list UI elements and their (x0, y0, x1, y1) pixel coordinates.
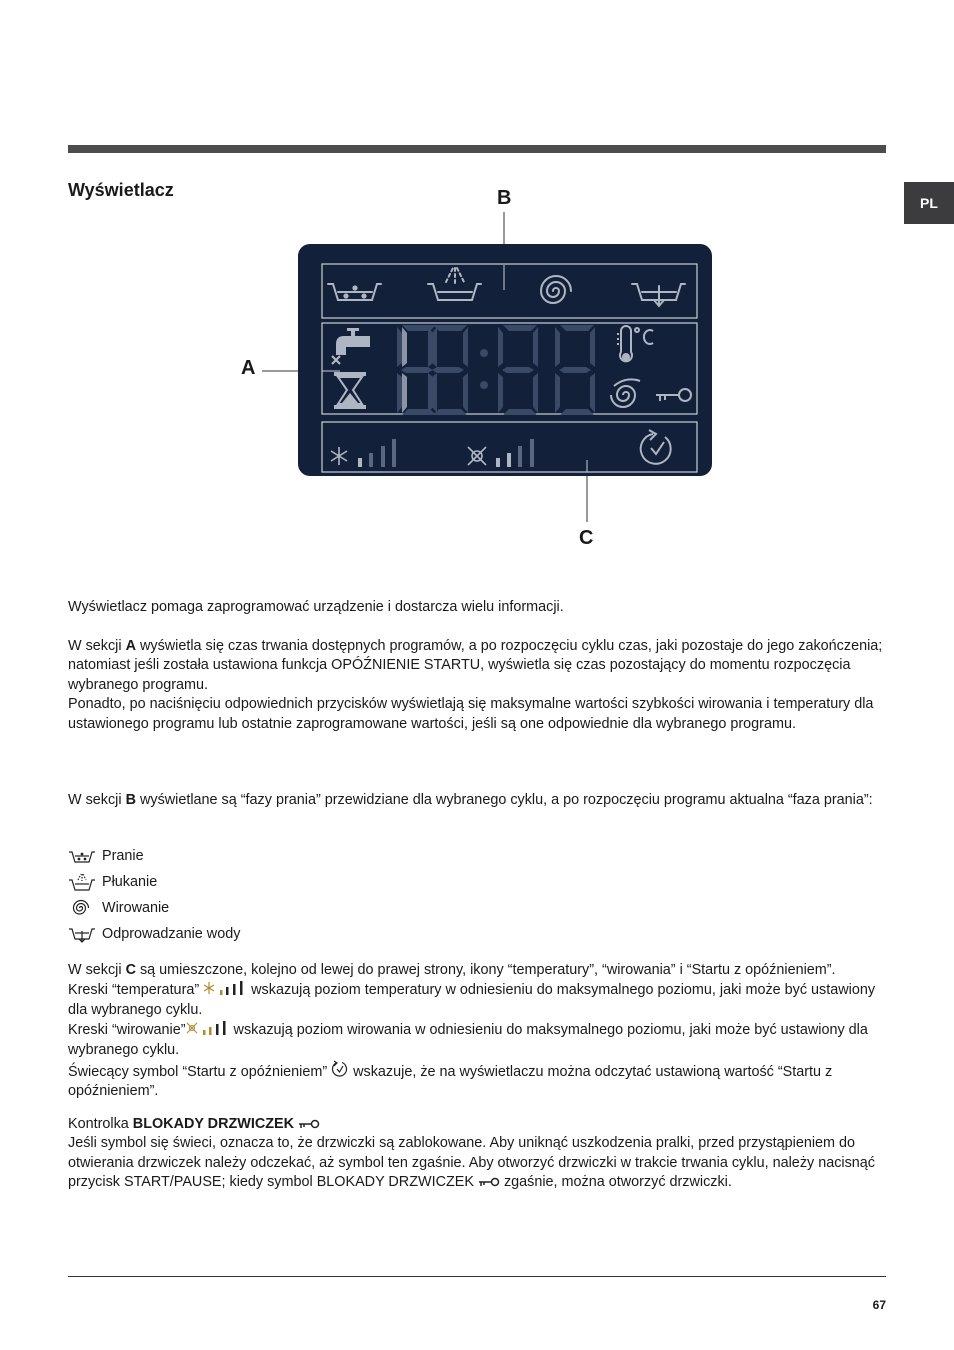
section-c-paragraph: W sekcji C są umieszczone, kolejno od lewej do prawej strony, ikony “temperatury”, “wirowania” i “Startu z opóźnieniem”. Kreski “temperatura” wskazują poziom temperatury w odniesieniu do maksymalnego poziomu, jaki może być ustawiony dla wybranego cyklu. Kreski “wirowanie” wskazują poziom wirowania w odniesieniu do maksymalnego poziomu, jaki może być ustawiony dla wybranego cyklu. Świecący symbol “Startu z opóźnieniem” wskazuje, że na wyświetlaczu można odczytać ustawioną wartość “Startu z opóźnieniem”. (68, 962, 876, 1100)
section-title: Wyświetlacz (68, 180, 174, 200)
door-lock-inline-icon (298, 1118, 320, 1130)
temperature-bars-inline-icon (203, 980, 247, 996)
lcd-panel (298, 244, 712, 476)
drain-icon (68, 925, 96, 943)
bottom-rule (68, 1276, 886, 1277)
door-lock-paragraph: Kontrolka BLOKADY DRZWICZEK Jeśli symbol się świeci, oznacza to, że drzwiczki są zablokowane. Aby uniknąć uszkodzenia pralki, przed przystąpieniem do otwierania drzwiczek należy odczekać, aż symbol ten zgaśnie. Aby otworzyć drzwiczki w trakcie trwania cyklu, należy nacisnąć przycisk START/PAUSE; kiedy symbol BLOKADY DRZWICZEK zgaśnie, można otworzyć drzwiczki. (68, 1116, 875, 1191)
wash-icon (68, 847, 96, 865)
phase-item-wash: Pranie (68, 843, 240, 869)
phase-item-drain: Odprowadzanie wody (68, 921, 240, 947)
rinse-icon (68, 873, 96, 891)
page-number: 67 (872, 1298, 886, 1312)
callout-c: C (579, 527, 594, 549)
section-b-paragraph: W sekcji B wyświetlane są “fazy prania” przewidziane dla wybranego cyklu, a po rozpoczęciu programu aktualna “faza prania”: (68, 792, 873, 808)
section-a-paragraph: W sekcji A wyświetla się czas trwania dostępnych programów, a po rozpoczęciu cyklu czas, jaki pozostaje do jego zakończenia; natomiast jeśli została ustawiona funkcja OPÓŹNIENIE STARTU, wyświetla się czas pozostający do momentu rozpoczęcia wybranego programu. Ponadto, po naciśnięciu odpowiednich przycisków wyświetlają się maksymalne wartości szybkości wirowania i temperatury dla ustawionego programu lub ostatnie zaprogramowane wartości, jeśli są one odpowiednie dla wybranego programu. (68, 638, 883, 732)
phase-item-rinse: Płukanie (68, 869, 240, 895)
spin-spiral-small-icon (68, 899, 96, 917)
display-diagram (0, 0, 954, 560)
lcd-colon-bottom (480, 381, 488, 389)
intro-paragraph: Wyświetlacz pomaga zaprogramować urządzenie i dostarcza wielu informacji. (68, 599, 564, 615)
delay-start-inline-icon (331, 1060, 349, 1078)
language-tab: PL (904, 182, 954, 224)
phase-item-spin: Wirowanie (68, 895, 240, 921)
lcd-colon-top (480, 349, 488, 357)
callout-b: B (497, 187, 512, 209)
door-lock-inline-icon-2 (478, 1176, 500, 1188)
callout-a: A (241, 357, 256, 379)
wash-phase-list (68, 843, 240, 947)
spin-bars-inline-icon (186, 1020, 230, 1036)
